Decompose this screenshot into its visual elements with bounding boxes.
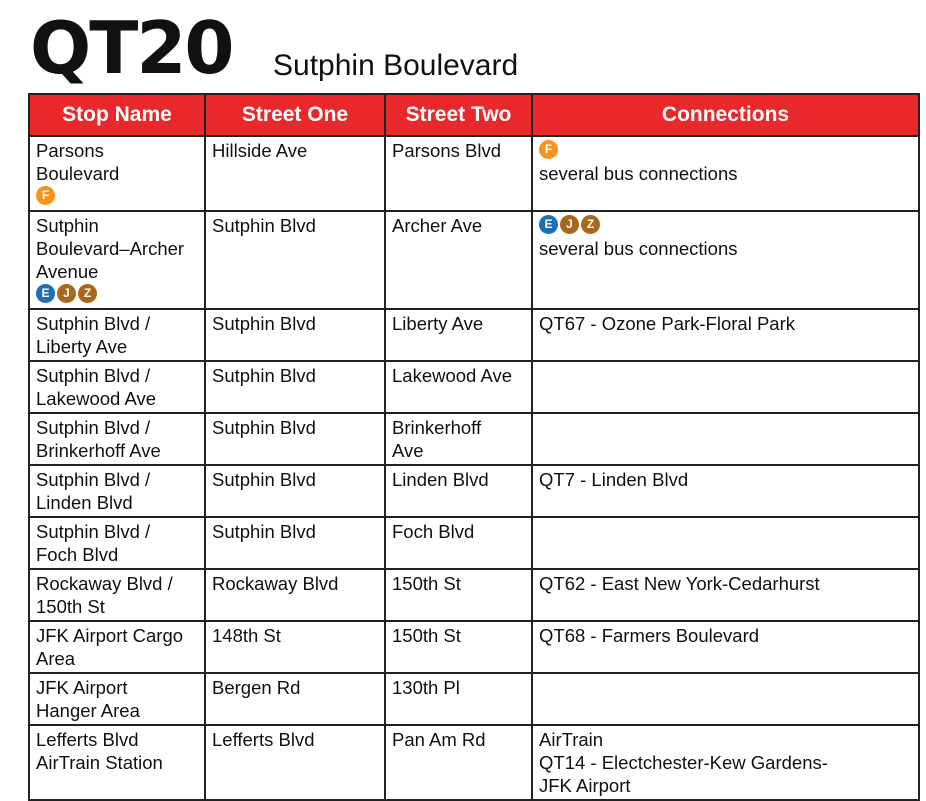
cell-text-line: Archer Ave [392,215,483,236]
street-one-cell [205,309,385,361]
table-row [29,465,919,517]
street-two-cell [385,136,532,211]
cell-text-line: QT7 - Linden Blvd [539,469,689,490]
cell-text-line: JFK Airport Cargo [36,625,184,646]
street-one-cell [205,725,385,800]
street-two-cell [385,465,532,517]
cell-text-line: Area [36,648,76,669]
connections-cell [532,673,919,725]
subway-line-j-icon: J [560,215,579,234]
street-one-cell [205,569,385,621]
cell-text-line: several bus connections [539,163,738,184]
stop-name-cell [29,569,205,621]
column-header-street-one: Street One [205,94,385,136]
cell-text-line: Bergen Rd [212,677,301,698]
subway-line-z-icon: Z [581,215,600,234]
cell-text-line: Sutphin Blvd [212,521,316,542]
table-row [29,673,919,725]
cell-text-line: Liberty Ave [392,313,484,334]
stop-name-cell [29,621,205,673]
cell-text-line: Sutphin Blvd / [36,417,151,438]
subway-bullets [36,284,198,306]
table-row [29,309,919,361]
subway-line-f-icon: F [539,140,558,159]
cell-text-line: JFK Airport [36,677,128,698]
column-header-stop-name: Stop Name [29,94,205,136]
cell-text-line: Avenue [36,261,99,282]
connections-cell [532,621,919,673]
cell-text-line: Parsons Blvd [392,140,501,161]
cell-text-line: Sutphin [36,215,99,236]
cell-text-line: 150th St [392,625,461,646]
stop-name-cell [29,211,205,309]
stops-table [28,93,920,801]
cell-text-line: Linden Blvd [392,469,489,490]
cell-text-line: Sutphin Blvd [212,417,316,438]
cell-text-line: Sutphin Blvd [212,469,316,490]
stop-name-cell [29,517,205,569]
street-two-cell [385,673,532,725]
cell-text-line: AirTrain [539,729,604,750]
stop-name-cell [29,465,205,517]
stops-table-body [29,136,919,800]
street-two-cell [385,725,532,800]
cell-text-line: 130th Pl [392,677,460,698]
route-number: QT20 [30,6,233,90]
table-header-row [29,94,919,136]
street-two-cell [385,621,532,673]
connections-cell [532,725,919,800]
subway-bullets [36,186,198,208]
cell-text-line: JFK Airport [539,775,631,796]
connections-cell [532,211,919,309]
cell-text-line: Sutphin Blvd / [36,313,151,334]
street-two-cell [385,517,532,569]
street-two-cell [385,361,532,413]
cell-text-line: Boulevard [36,163,120,184]
street-one-cell [205,361,385,413]
table-row [29,211,919,309]
connections-cell [532,136,919,211]
stop-name-cell [29,309,205,361]
cell-text-line: Sutphin Blvd [212,313,316,334]
cell-text-line: QT14 - Electchester-Kew Gardens- [539,752,828,773]
cell-text-line: Sutphin Blvd [212,365,316,386]
cell-text-line: Brinkerhoff Ave [36,440,161,461]
connections-cell [532,413,919,465]
stop-name-cell [29,673,205,725]
subway-bullets [539,140,912,162]
street-two-cell [385,569,532,621]
cell-text-line: Sutphin Blvd [212,215,316,236]
subway-line-e-icon: E [539,215,558,234]
street-one-cell [205,413,385,465]
stop-name-cell [29,413,205,465]
table-row [29,517,919,569]
cell-text-line: QT68 - Farmers Boulevard [539,625,760,646]
street-one-cell [205,517,385,569]
cell-text-line: Lefferts Blvd [212,729,315,750]
street-one-cell [205,673,385,725]
cell-text-line: Linden Blvd [36,492,133,513]
stop-name-cell [29,361,205,413]
subway-bullets [539,215,912,237]
street-one-cell [205,621,385,673]
street-two-cell [385,413,532,465]
street-two-cell [385,309,532,361]
street-one-cell [205,465,385,517]
connections-cell [532,361,919,413]
cell-text-line: Liberty Ave [36,336,128,357]
cell-text-line: Lefferts Blvd [36,729,139,750]
connections-cell [532,569,919,621]
cell-text-line: Rockaway Blvd [212,573,339,594]
cell-text-line: Pan Am Rd [392,729,486,750]
cell-text-line: Sutphin Blvd / [36,521,151,542]
column-header-connections: Connections [532,94,919,136]
cell-text-line: Foch Blvd [36,544,119,565]
table-row [29,569,919,621]
cell-text-line: Hillside Ave [212,140,308,161]
cell-text-line: QT62 - East New York-Cedarhurst [539,573,820,594]
street-one-cell [205,211,385,309]
cell-text-line: 150th St [36,596,105,617]
cell-text-line: AirTrain Station [36,752,163,773]
subway-line-e-icon: E [36,284,55,303]
connections-cell [532,309,919,361]
cell-text-line: Lakewood Ave [36,388,157,409]
street-two-cell [385,211,532,309]
table-row [29,136,919,211]
subway-line-j-icon: J [57,284,76,303]
cell-text-line: Parsons [36,140,104,161]
subway-line-z-icon: Z [78,284,97,303]
stop-name-cell [29,136,205,211]
cell-text-line: 150th St [392,573,461,594]
cell-text-line: Ave [392,440,424,461]
cell-text-line: Hanger Area [36,700,140,721]
cell-text-line: Brinkerhoff [392,417,482,438]
cell-text-line: Rockaway Blvd / [36,573,173,594]
stop-name-cell [29,725,205,800]
cell-text-line: Foch Blvd [392,521,475,542]
table-row [29,621,919,673]
cell-text-line: Boulevard–Archer [36,238,185,259]
cell-text-line: Sutphin Blvd / [36,469,151,490]
route-name: Sutphin Boulevard [273,49,519,82]
cell-text-line: several bus connections [539,238,738,259]
column-header-street-two: Street Two [385,94,532,136]
connections-cell [532,517,919,569]
connections-cell [532,465,919,517]
cell-text-line: Lakewood Ave [392,365,513,386]
table-row [29,361,919,413]
table-row [29,725,919,800]
table-row [29,413,919,465]
street-one-cell [205,136,385,211]
cell-text-line: Sutphin Blvd / [36,365,151,386]
cell-text-line: 148th St [212,625,281,646]
subway-line-f-icon: F [36,186,55,205]
cell-text-line: QT67 - Ozone Park-Floral Park [539,313,795,334]
